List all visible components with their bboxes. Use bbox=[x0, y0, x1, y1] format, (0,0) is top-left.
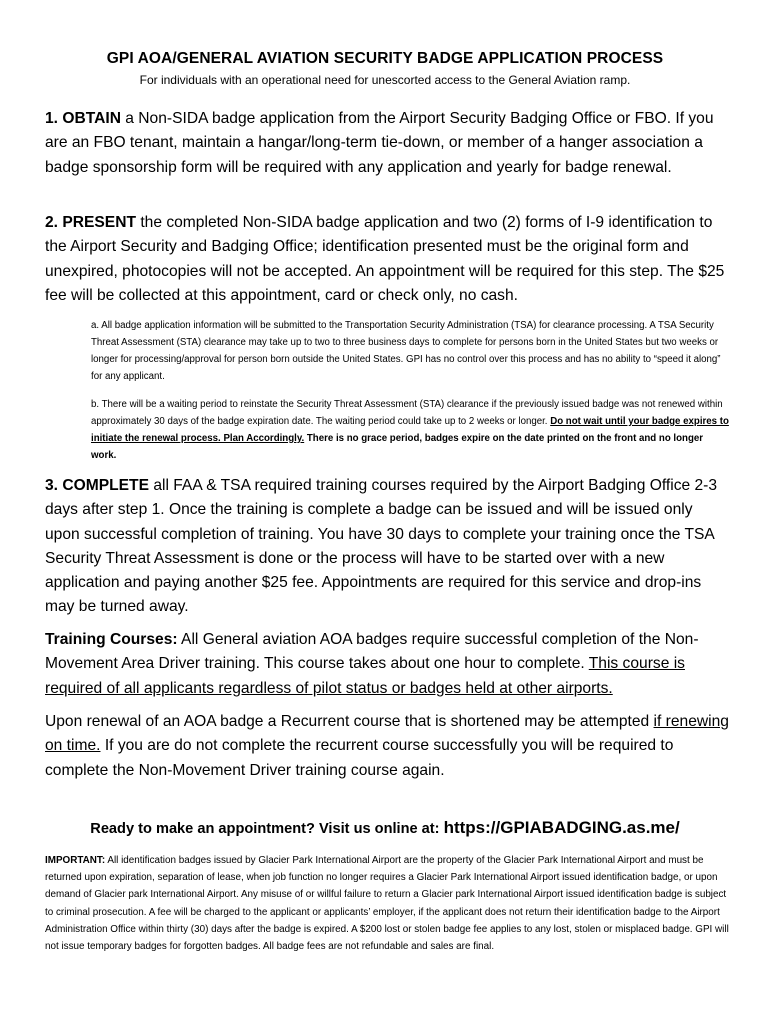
step-1-lead: 1. OBTAIN bbox=[45, 110, 121, 127]
step-1-text: a Non-SIDA badge application from the Airport Security Badging Office or FBO. If you are an FBO tenant, maintain a hangar/long-term tie-down, or member of a hanger association a badge sponsorship form will be required with any application and yearly for badge renewal. bbox=[45, 110, 714, 176]
note-b-text: b. There will be a waiting period to reinstate the Security Threat Assessment (STA) clearance if the previously issued badge was not renewed within approximately 30 days of the badge expiration date. The waiting period could take up to 2 weeks or longer. bbox=[91, 399, 723, 427]
appointment-label: Ready to make an appointment? Visit us online at: bbox=[90, 821, 444, 837]
appointment-callout bbox=[0, 818, 770, 838]
appointment-link[interactable]: https://GPIABADGING.as.me/ bbox=[443, 818, 680, 837]
renewal-text-after: If you are do not complete the recurrent course successfully you will be required to complete the Non-Movement Driver training course again. bbox=[45, 737, 674, 779]
step-2-text: the completed Non-SIDA badge application and two (2) forms of I-9 identification to the Airport Security and Badging Office; identification presented must be the original form and unexpired, photocopies will not be accepted. An appointment will be required for this step. The $25 fee will be collected at this appointment, card or check only, no cash. bbox=[45, 214, 725, 304]
step-2-present bbox=[45, 211, 730, 308]
training-courses bbox=[45, 628, 730, 701]
step-3-complete bbox=[45, 474, 730, 620]
renewal-paragraph bbox=[45, 710, 730, 783]
training-text: All General aviation AOA badges require successful completion of the Non-Movement Area Driver training. This course takes about one hour to complete. bbox=[45, 631, 699, 673]
step-2-note-b bbox=[91, 397, 729, 465]
renewal-text-before: Upon renewal of an AOA badge a Recurrent course that is shortened may be attempted bbox=[45, 713, 654, 730]
renewal-underline: if renewing on time. bbox=[45, 713, 729, 755]
important-notice bbox=[45, 852, 730, 955]
note-b-bold: There is no grace period, badges expire on the date printed on the front and no longer work. bbox=[91, 432, 704, 461]
note-b-underline: Do not wait until your badge expires to initiate the renewal process. Plan Accordingly. bbox=[91, 415, 729, 444]
step-3-lead: 3. COMPLETE bbox=[45, 477, 149, 494]
step-2-lead: 2. PRESENT bbox=[45, 214, 136, 231]
training-underline: This course is required of all applicants regardless of pilot status or badges held at other airports. bbox=[45, 655, 685, 697]
page-subtitle: For individuals with an operational need for unescorted access to the General Aviation ramp. bbox=[139, 73, 631, 87]
important-text: All identification badges issued by Glacier Park International Airport are the property of the Glacier Park International Airport and must be returned upon expiration, separation of lease, when job function no longer requires a Glacier Park International Airport issued identification badge, or upon demand of Glacier park International Airport. Any misuse of or willful failure to return a Glacier park International Airport issued identification badge is subject to criminal prosecution. A fee will be charged to the applicant or applicants’ employer, if the applicant does not return their identification badge to the Airport Administration Office within thirty (30) days after the badge is expired. A $200 lost or stolen badge fee applies to any lost, stolen or misplaced badge. GPI will not issue temporary badges for forgotten badges. All badge fees are not refundable and sales are final. bbox=[45, 855, 729, 953]
step-2-note-a: a. All badge application information will be submitted to the Transportation Security Administration (TSA) for clearance processing. A TSA Security Threat Assessment (STA) clearance may take up to two to three business days to complete for persons born in the United States but two weeks or longer for processing/approval for person born outside the United States. GPI has no control over this process and has no ability to “speed it along” for any applicant. bbox=[91, 320, 721, 382]
step-1-obtain bbox=[45, 107, 730, 180]
page-title: GPI AOA/GENERAL AVIATION SECURITY BADGE APPLICATION PROCESS bbox=[106, 50, 664, 67]
important-lead: IMPORTANT: bbox=[45, 855, 106, 866]
training-lead: Training Courses: bbox=[45, 631, 178, 648]
step-3-text: all FAA & TSA required training courses required by the Airport Badging Office 2-3 days after step 1. Once the training is complete a badge can be issued and will be issued only upon successful completion of training. You have 30 days to complete your training once the TSA Security Threat Assessment is done or the process will have to be started over with a new application and paying another $25 fee. Appointments are required for this service and drop-ins may be turned away. bbox=[45, 477, 718, 616]
